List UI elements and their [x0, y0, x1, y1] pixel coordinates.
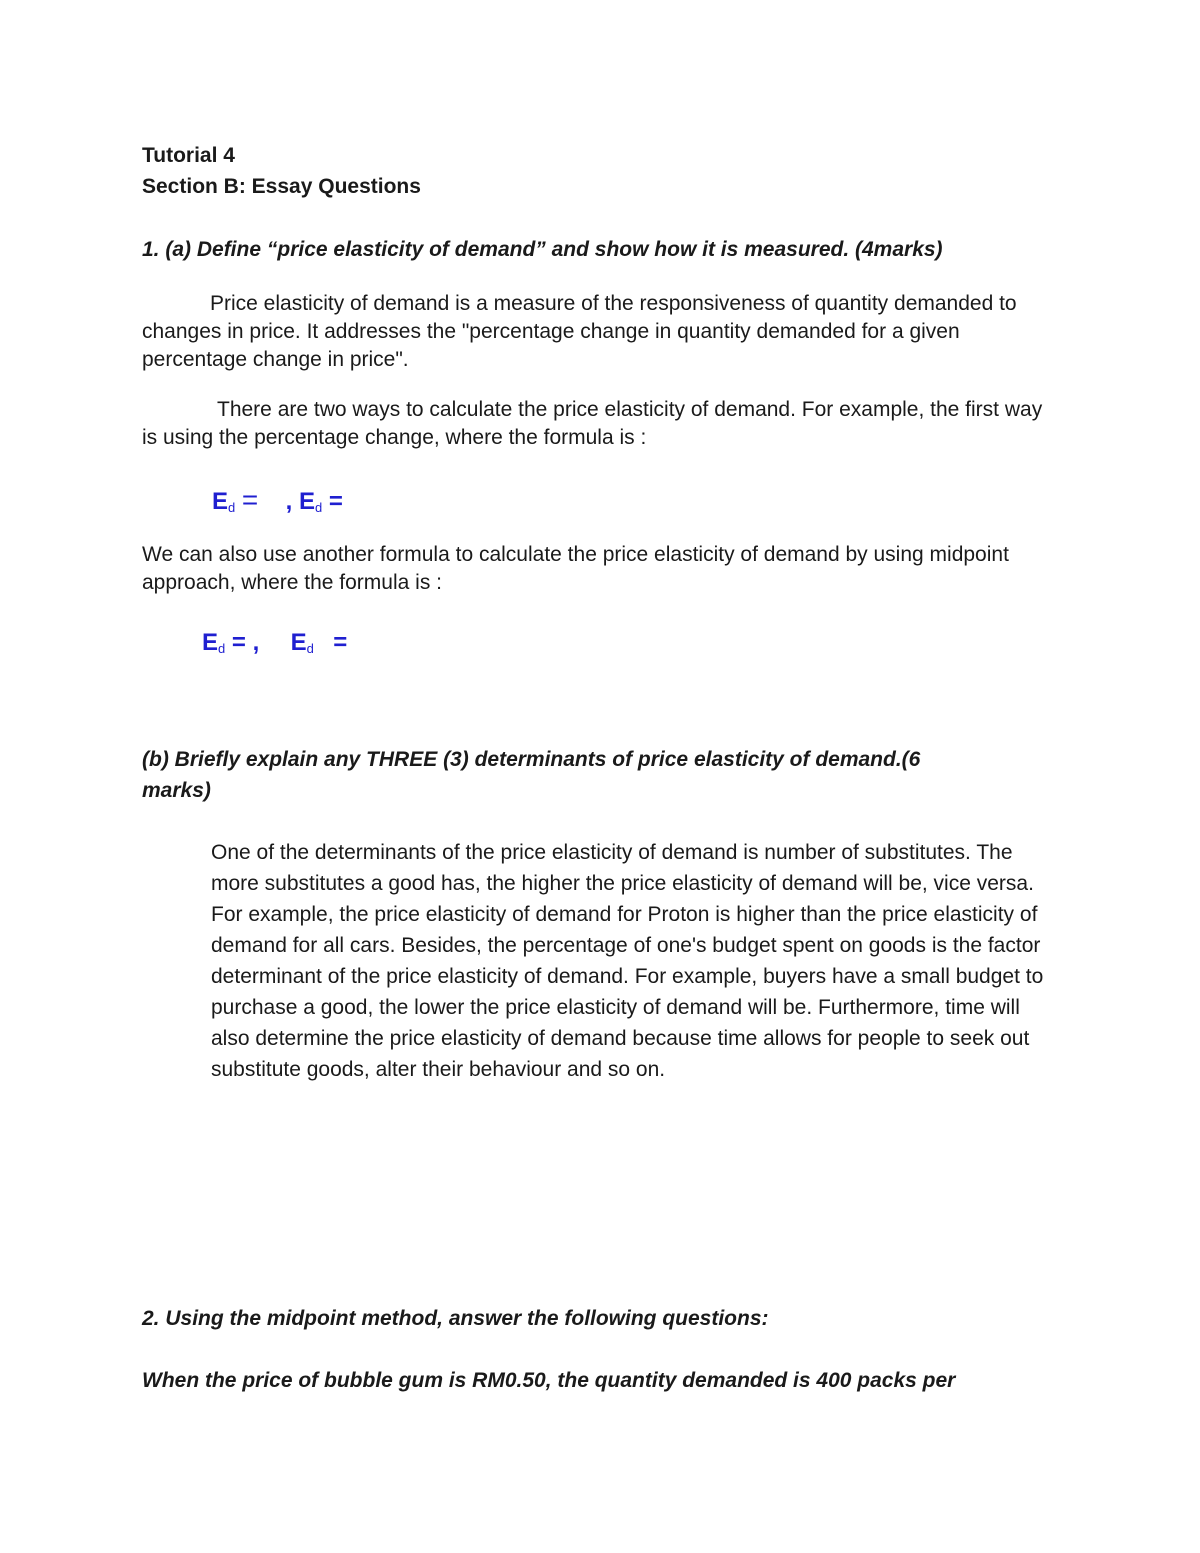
question-1b-line-1: (b) Briefly explain any THREE (3) determinants of price elasticity of demand.(6 — [142, 748, 921, 771]
question-1b-line-2: marks) — [142, 779, 211, 802]
section-heading: Section B: Essay Questions — [142, 175, 421, 198]
formula-subscript: d — [314, 500, 323, 515]
formula-subscript: d — [306, 641, 314, 656]
question-1a: 1. (a) Define “price elasticity of demand” and show how it is measured. (4marks) — [142, 238, 943, 261]
formula-symbol: E — [202, 629, 219, 656]
answer-1a-paragraph-3: We can also use another formula to calculate the price elasticity of demand by using midpoint approach, where the formula is : — [142, 543, 1009, 594]
formula-equals: = — [241, 484, 259, 515]
formula-equals: = — [328, 488, 343, 515]
answer-1b: One of the determinants of the price elasticity of demand is number of substitutes. The more substitutes a good has, the higher the price elasticity of demand will be, vice versa. For example, the price elasticity of demand for Proton is higher than the price elasticity of demand for all cars. Besides, the percentage of one's budget spent on goods is the factor determinant of the price elasticity of demand. For example, buyers have a small budget to purchase a good, the lower the price elasticity of demand will be. Furthermore, time will also determine the price elasticity of demand because time allows for people to seek out substitute goods, alter their behaviour and so on. — [211, 841, 1044, 1081]
answer-1a-paragraph-1: Price elasticity of demand is a measure of the responsiveness of quantity demanded to changes in price. It addresses the "percentage change in quantity demanded for a given percentage change in price". — [142, 292, 1017, 371]
formula-symbol: E — [298, 488, 315, 515]
formula-percentage-change — [212, 484, 343, 516]
formula-subscript: d — [218, 641, 226, 656]
question-2: 2. Using the midpoint method, answer the following questions: — [142, 1307, 769, 1330]
formula-equals: = — [333, 629, 348, 656]
page-title: Tutorial 4 — [142, 144, 235, 167]
answer-1a-paragraph-2: There are two ways to calculate the price elasticity of demand. For example, the first way is using the percentage change, where the formula is : — [142, 398, 1043, 449]
formula-symbol: E — [290, 629, 307, 656]
question-2-prompt: When the price of bubble gum is RM0.50, the quantity demanded is 400 packs per — [142, 1369, 956, 1392]
formula-midpoint — [202, 629, 347, 657]
formula-equals: = , — [231, 629, 260, 656]
formula-separator: , — [285, 488, 293, 515]
formula-subscript: d — [228, 500, 236, 515]
formula-symbol: E — [212, 488, 229, 515]
